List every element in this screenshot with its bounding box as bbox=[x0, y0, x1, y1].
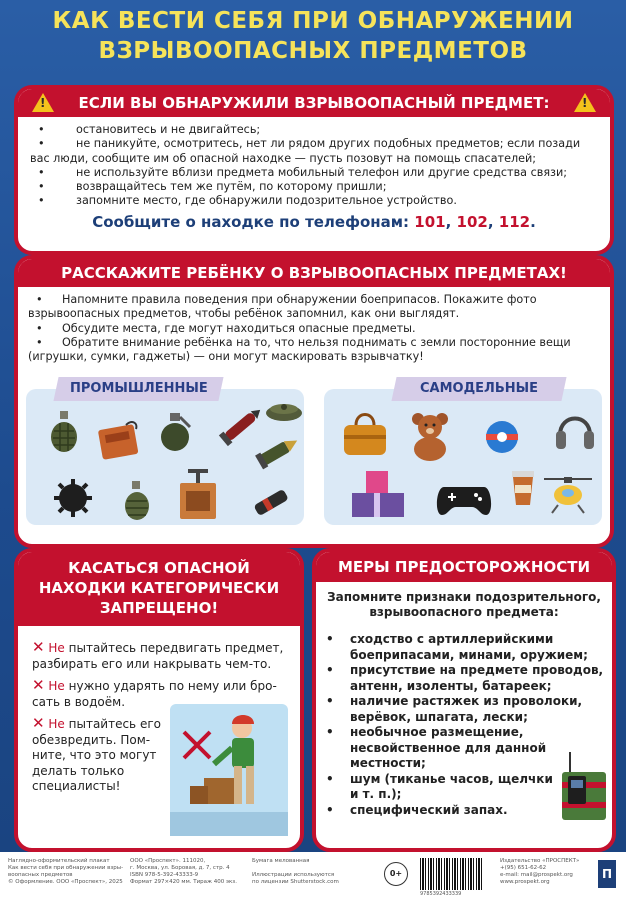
title-line-1: КАК ВЕСТИ СЕБЯ ПРИ ОБНАРУЖЕНИИ bbox=[52, 8, 574, 34]
bullet: • bbox=[38, 137, 45, 151]
list-item bbox=[30, 137, 600, 166]
footer-col-2 bbox=[130, 858, 237, 886]
bag-icon bbox=[340, 409, 390, 457]
footer-text: ISBN 978-5-392-43333-9 bbox=[130, 872, 199, 878]
footer bbox=[0, 852, 626, 900]
barcode-number: 9785392433339 bbox=[420, 891, 462, 897]
landmine-icon bbox=[264, 399, 304, 423]
section-tell-child-heading-text: РАССКАЖИТЕ РЕБЁНКУ О ВЗРЫВООПАСНЫХ ПРЕДМЕТАХ! bbox=[61, 264, 567, 282]
bullet: • bbox=[36, 321, 43, 335]
frag-grenade-icon bbox=[122, 481, 152, 521]
footer-text: Иллюстрации используются bbox=[252, 872, 335, 878]
footer-text: www.prospekt.org bbox=[500, 879, 550, 885]
list-item-text: не паникуйте, осмотритесь, нет ли рядом других подобных предметов; если позади вас люди, сообщите им об опасной находке — пусть позовут на помощь спасателей; bbox=[30, 137, 581, 165]
phones-label: Сообщите о находке по телефонам: bbox=[92, 213, 410, 231]
footer-col-3 bbox=[252, 858, 339, 886]
hand-grenade-icon bbox=[158, 413, 192, 453]
list-item-text: Напомните правила поведения при обнаружении боеприпасов. Покажите фото взрывоопасных предметов, чтобы ребёнок запомнил, как они выглядят. bbox=[28, 293, 537, 321]
list-item-text: шум (тиканье часов, щелчки и т. п.); bbox=[350, 771, 553, 801]
list-item bbox=[30, 166, 600, 180]
warning-icon: ! bbox=[32, 93, 54, 112]
list-item-text: сходство с артиллерийскими боеприпасами, минами, оружием; bbox=[350, 632, 588, 662]
gift-box-icon bbox=[350, 471, 406, 519]
list-item-text: Обратите внимание ребёнка на то, что нельзя поднимать с земли посторонние вещи (игрушки, сумки, гаджеты) — они могут маскировать взрывчатку! bbox=[28, 335, 571, 364]
cross-icon: ✕ bbox=[32, 676, 45, 694]
industrial-items-box bbox=[26, 381, 304, 525]
list-item-text: запомните место, где обнаружили подозрительное устройство. bbox=[76, 194, 457, 208]
section-found-item-heading-text: ЕСЛИ ВЫ ОБНАРУЖИЛИ ВЗРЫВООПАСНЫЙ ПРЕДМЕТ: bbox=[78, 94, 550, 112]
phone-112: 112 bbox=[498, 213, 531, 231]
cross-icon: ✕ bbox=[32, 714, 45, 732]
bullet: • bbox=[326, 663, 334, 677]
section-found-item bbox=[14, 85, 614, 255]
section-found-item-heading bbox=[18, 89, 610, 117]
subtitle-line-2: взрывоопасного предмета: bbox=[369, 605, 559, 619]
list-item bbox=[30, 123, 600, 137]
artillery-shell-icon bbox=[254, 431, 304, 471]
drone-icon bbox=[538, 471, 598, 517]
bullet: • bbox=[326, 694, 334, 708]
headphones-icon bbox=[552, 407, 598, 453]
homemade-items-box bbox=[324, 381, 602, 525]
subtitle-line-1: Запомните признаки подозрительного, bbox=[327, 590, 601, 604]
cross-icon: ✕ bbox=[32, 638, 45, 656]
list-item-text: необычное размещение, несвойственное для данной местности; bbox=[350, 725, 547, 770]
footer-text: Наглядно-оформительский плакат bbox=[8, 858, 110, 864]
list-item-text: возвращайтесь тем же путём, по которому пришли; bbox=[76, 180, 387, 194]
footer-text: +(95) 651-62-62 bbox=[500, 865, 547, 871]
footer-text: Как вести себя при обнаружении взры- bbox=[8, 865, 124, 871]
bullet: • bbox=[326, 771, 334, 786]
coffee-cup-icon bbox=[510, 471, 536, 507]
section-do-not-touch bbox=[14, 548, 304, 852]
heading-line-3: ЗАПРЕЩЕНО! bbox=[99, 599, 219, 617]
boy-touching-package-illustration bbox=[170, 704, 288, 836]
industrial-label bbox=[53, 377, 223, 401]
industrial-label-text: ПРОМЫШЛЕННЫЕ bbox=[69, 381, 208, 396]
publisher-logo: П bbox=[598, 860, 616, 888]
list-item-text: присутствие на предмете проводов, антенн, изоленты, батареек; bbox=[350, 663, 604, 693]
list-item-text: Обсудите места, где могут находиться опасные предметы. bbox=[62, 321, 416, 335]
footer-text: e-mail: mail@prospekt.org bbox=[500, 872, 573, 878]
footer-text: г. Москва, ул. Боровая, д. 7, стр. 4 bbox=[130, 865, 230, 871]
no-word: Не bbox=[48, 679, 65, 693]
bullet: • bbox=[36, 335, 43, 349]
list-item bbox=[28, 336, 600, 365]
pipe-bomb-icon bbox=[250, 485, 294, 519]
heading-line-2: НАХОДКИ КАТЕГОРИЧЕСКИ bbox=[38, 579, 280, 597]
rule-text: пытайтесь его bbox=[64, 717, 161, 731]
separator: , bbox=[445, 213, 452, 231]
list-item bbox=[30, 194, 600, 208]
sea-mine-icon bbox=[52, 477, 94, 519]
rule-1 bbox=[32, 640, 283, 672]
section-precautions-heading-text: МЕРЫ ПРЕДОСТОРОЖНОСТИ bbox=[337, 558, 591, 576]
bullet: • bbox=[326, 802, 334, 817]
section-do-not-touch-heading bbox=[18, 552, 300, 626]
section-tell-child bbox=[14, 255, 614, 548]
teddy-bear-icon bbox=[406, 411, 454, 461]
phone-101: 101 bbox=[414, 213, 446, 231]
suspicious-device-icon bbox=[560, 752, 608, 822]
rule-text: пытайтесь передвигать предмет, bbox=[64, 641, 284, 655]
footer-text: Бумага мелованная bbox=[252, 858, 310, 864]
explosive-pack-icon bbox=[96, 419, 140, 463]
bullet: • bbox=[38, 123, 45, 136]
bullet: • bbox=[38, 194, 45, 208]
rule-text: нужно ударять по нему или бро- bbox=[64, 679, 277, 693]
list-item bbox=[30, 180, 600, 194]
warning-icon: ! bbox=[574, 93, 596, 112]
rule-text: делать только bbox=[32, 763, 125, 778]
detonator-icon bbox=[176, 469, 220, 521]
bullet: • bbox=[36, 293, 43, 306]
list-item-text: наличие растяжек из проволоки, верёвок, шпагата, лески; bbox=[350, 694, 583, 724]
phone-102: 102 bbox=[456, 213, 488, 231]
footer-col-1 bbox=[8, 858, 123, 886]
footer-text: ООО «Проспект». 111020, bbox=[130, 858, 206, 864]
gamepad-icon bbox=[434, 481, 494, 519]
bullet: • bbox=[326, 632, 334, 646]
rule-text: специалисты! bbox=[32, 779, 121, 793]
bullet: • bbox=[326, 725, 334, 739]
list-item bbox=[326, 772, 560, 803]
homemade-label bbox=[391, 377, 566, 401]
footer-text: © Оформление. ООО «Проспект», 2025 bbox=[8, 879, 123, 885]
barcode bbox=[420, 858, 482, 890]
age-rating-badge: 0+ bbox=[384, 862, 408, 886]
precautions-subtitle bbox=[316, 590, 612, 620]
heading-line-1: КАСАТЬСЯ ОПАСНОЙ bbox=[68, 559, 250, 577]
list-item bbox=[326, 694, 608, 725]
no-word: Не bbox=[48, 717, 65, 731]
rule-3 bbox=[32, 716, 161, 795]
bullet: • bbox=[38, 165, 45, 179]
footer-text: воопасных предметов bbox=[8, 872, 73, 878]
separator: , bbox=[487, 213, 494, 231]
period: . bbox=[530, 213, 536, 231]
footer-text: Формат 297×420 мм. Тираж 400 экз. bbox=[130, 879, 237, 885]
found-item-list bbox=[30, 123, 600, 209]
list-item bbox=[28, 293, 600, 322]
footer-col-4 bbox=[500, 858, 579, 886]
section-precautions-heading bbox=[316, 552, 612, 582]
list-item bbox=[326, 663, 608, 694]
rule-text: ните, что это могут bbox=[32, 748, 157, 762]
rule-text: обезвредить. Пом- bbox=[32, 732, 151, 747]
bullet: • bbox=[38, 180, 45, 194]
list-item-text: специфический запах. bbox=[350, 802, 508, 817]
list-item-text: не используйте вблизи предмета мобильный телефон или другие средства связи; bbox=[76, 165, 568, 179]
rule-text: разбирать его или накрывать чем-то. bbox=[32, 656, 272, 671]
emergency-phones bbox=[18, 213, 610, 231]
ball-icon bbox=[484, 419, 520, 455]
section-tell-child-heading bbox=[18, 259, 610, 287]
list-item-text: остановитесь и не двигайтесь; bbox=[76, 123, 261, 136]
list-item bbox=[326, 632, 608, 663]
homemade-label-text: САМОДЕЛЬНЫЕ bbox=[420, 381, 538, 396]
rule-text: сать в водоём. bbox=[32, 694, 126, 709]
footer-text: Издательство «ПРОСПЕКТ» bbox=[500, 858, 580, 864]
footer-text: по лицензии Shutterstock.com bbox=[252, 879, 339, 885]
grenade-icon bbox=[48, 411, 80, 453]
page-title bbox=[0, 6, 626, 66]
section-precautions bbox=[312, 548, 616, 852]
tell-child-list bbox=[28, 293, 600, 364]
no-word: Не bbox=[48, 641, 65, 655]
list-item bbox=[28, 322, 600, 336]
title-line-2: ВЗРЫВООПАСНЫХ ПРЕДМЕТОВ bbox=[98, 38, 528, 64]
